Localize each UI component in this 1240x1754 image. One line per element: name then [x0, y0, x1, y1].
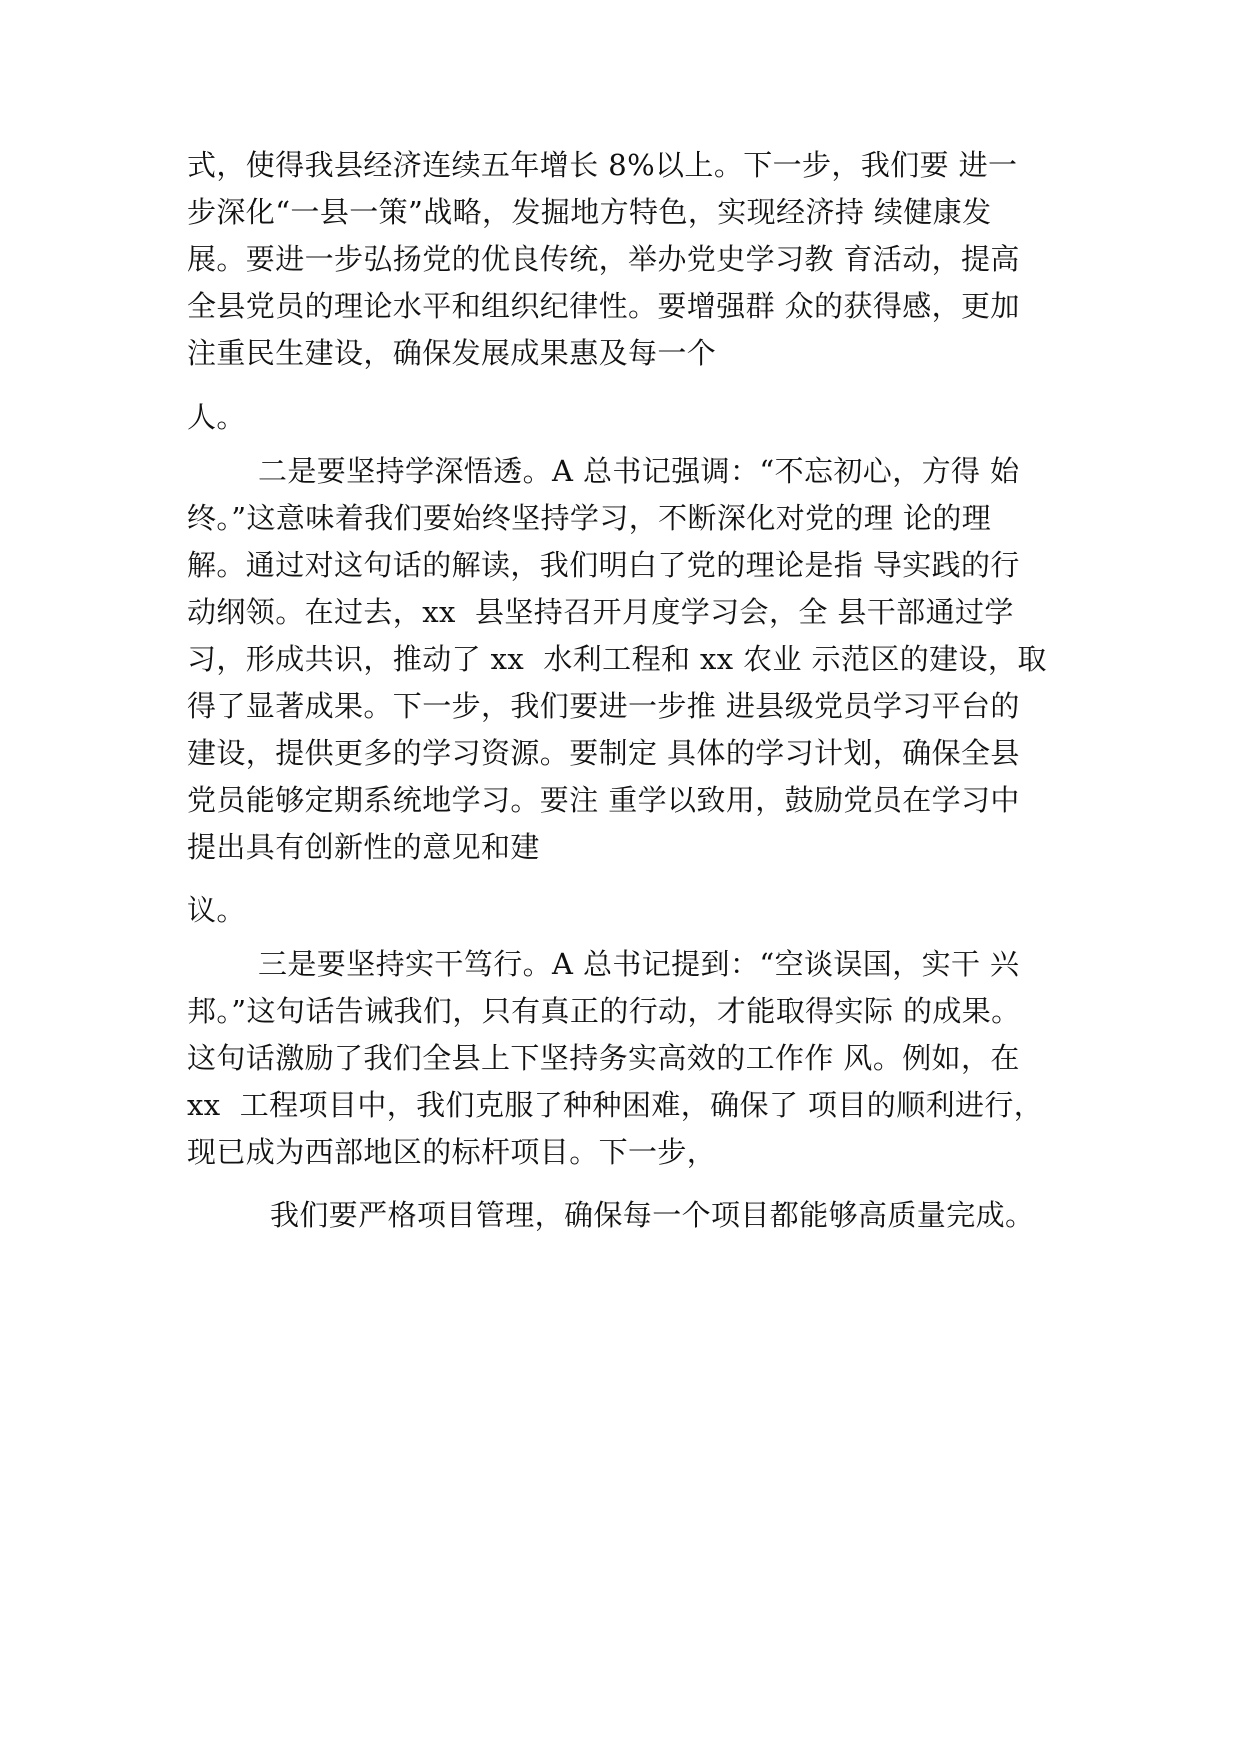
- paragraph-line: 提出具有创新性的意见和建: [187, 830, 540, 864]
- paragraph-line: 式，使得我县经济连续五年增长 8%以上。下一步，我们要 进一: [187, 148, 1018, 182]
- paragraph-line: 三是要坚持实干笃行。A 总书记提到：“空谈误国，实干 兴: [258, 947, 1020, 981]
- paragraph-line: 现已成为西部地区的标杆项目。下一步，: [187, 1135, 717, 1169]
- paragraph-line: 步深化“一县一策”战略，发掘地方特色，实现经济持 续健康发: [187, 195, 992, 229]
- paragraph-line: 二是要坚持学深悟透。A 总书记强调：“不忘初心，方得 始: [258, 454, 1020, 488]
- paragraph-line: 邦。”这句话告诫我们，只有真正的行动，才能取得实际 的成果。: [187, 994, 1021, 1028]
- paragraph-line: 建设，提供更多的学习资源。要制定 具体的学习计划，确保全县: [187, 736, 1020, 770]
- paragraph-line: 动纲领。在过去，xx 县坚持召开月度学习会，全 县干部通过学: [187, 595, 1014, 629]
- paragraph-line: 终。”这意味着我们要始终坚持学习，不断深化对党的理 论的理: [187, 501, 992, 535]
- paragraph-line: 我们要严格项目管理，确保每一个项目都能够高质量完成。: [270, 1198, 1035, 1232]
- paragraph-line: 习，形成共识，推动了 xx 水利工程和 xx 农业 示范区的建设，取: [187, 642, 1047, 676]
- paragraph-line: 人。: [187, 400, 246, 434]
- paragraph-line: 这句话激励了我们全县上下坚持务实高效的工作作 风。例如，在: [187, 1041, 1020, 1075]
- paragraph-line: 注重民生建设，确保发展成果惠及每一个: [187, 336, 717, 370]
- paragraph-line: 议。: [187, 893, 246, 927]
- paragraph-line: 党员能够定期系统地学习。要注 重学以致用，鼓励党员在学习中: [187, 783, 1020, 817]
- paragraph-line: 解。通过对这句话的解读，我们明白了党的理论是指 导实践的行: [187, 548, 1020, 582]
- paragraph-line: 展。要进一步弘扬党的优良传统，举办党史学习教 育活动，提高: [187, 242, 1020, 276]
- paragraph-line: xx 工程项目中，我们克服了种种困难，确保了 项目的顺利进行，: [187, 1088, 1044, 1122]
- paragraph-line: 全县党员的理论水平和组织纪律性。要增强群 众的获得感，更加: [187, 289, 1020, 323]
- paragraph-line: 得了显著成果。下一步，我们要进一步推 进县级党员学习平台的: [187, 689, 1020, 723]
